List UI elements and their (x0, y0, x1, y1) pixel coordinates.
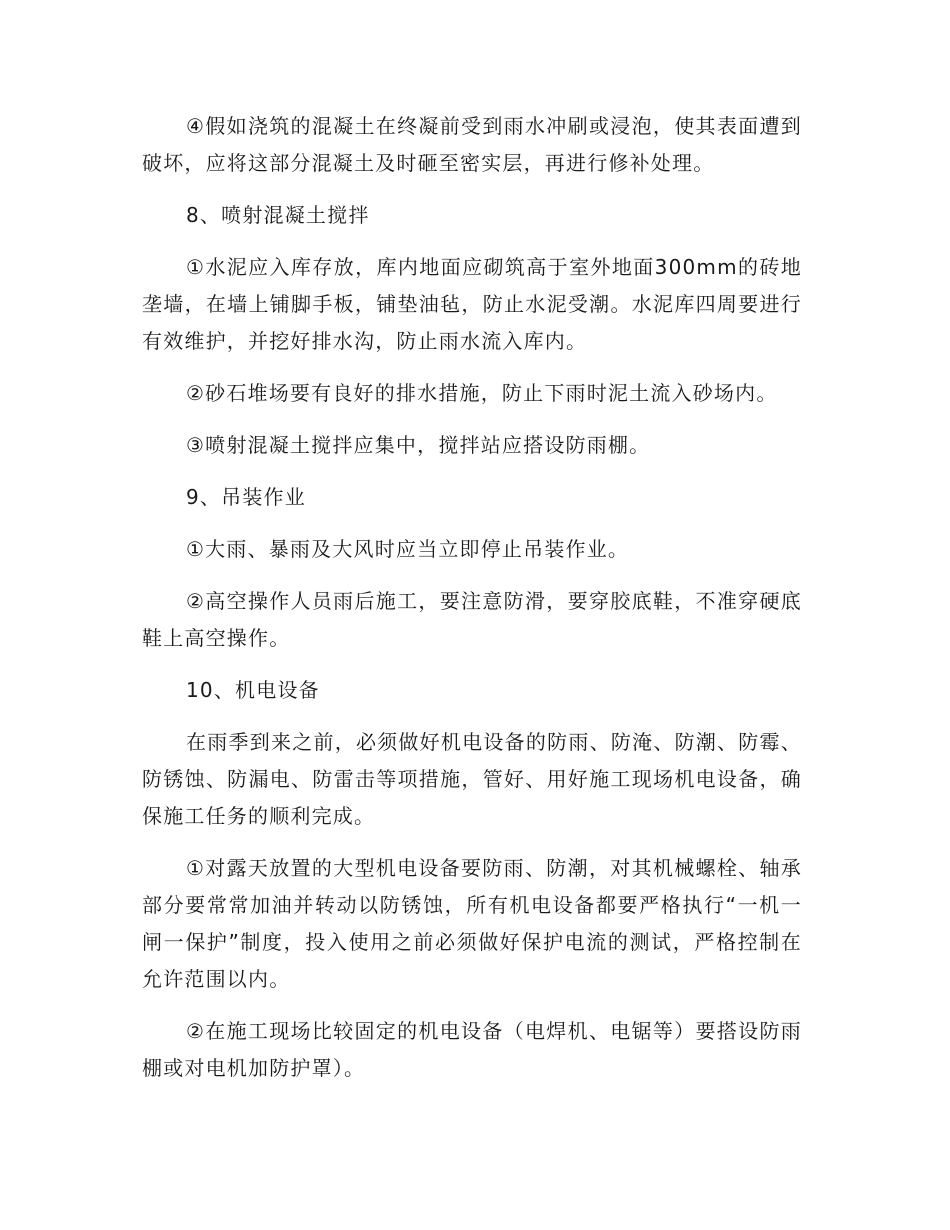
paragraph-fixed-equipment-shed: ②在施工现场比较固定的机电设备（电焊机、电锯等）要搭设防雨棚或对电机加防护罩）。 (142, 1019, 802, 1080)
document-body (142, 108, 802, 1087)
section-heading-lifting-operations: 9、吊装作业 (186, 485, 306, 509)
paragraph-high-altitude-safety: ②高空操作人员雨后施工，要注意防滑，要穿胶底鞋，不准穿硬底鞋上高空操作。 (142, 589, 802, 650)
paragraph-concrete-rain-repair: ④假如浇筑的混凝土在终凝前受到雨水冲刷或浸泡，使其表面遭到破坏，应将这部分混凝土及时砸至密实层，再进行修补处理。 (142, 114, 802, 175)
paragraph-stop-lifting: ①大雨、暴雨及大风时应当立即停止吊装作业。 (186, 537, 630, 561)
section-heading-shotcrete-mixing: 8、喷射混凝土搅拌 (186, 203, 370, 227)
paragraph-rainy-season-intro: 在雨季到来之前，必须做好机电设备的防雨、防淹、防潮、防霉、防锈蚀、防漏电、防雷击等项措施，管好、用好施工现场机电设备，确保施工任务的顺利完成。 (142, 730, 802, 828)
paragraph-cement-storage: ①水泥应入库存放，库内地面应砌筑高于室外地面300mm的砖地垄墙，在墙上铺脚手板，铺垫油毡，防止水泥受潮。水泥库四周要进行有效维护，并挖好排水沟，防止雨水流入库内。 (142, 255, 802, 353)
paragraph-outdoor-equipment: ①对露天放置的大型机电设备要防雨、防潮，对其机械螺栓、轴承部分要常常加油并转动以防锈蚀，所有机电设备都要严格执行“一机一闸一保护”制度，投入使用之前必须做好保护电流的测试，严格控制在允许范围以内。 (142, 856, 802, 991)
paragraph-mixing-station-shed: ③喷射混凝土搅拌应集中，搅拌站应搭设防雨棚。 (186, 433, 651, 457)
section-heading-electromechanical: 10、机电设备 (186, 678, 320, 702)
paragraph-sand-gravel-drainage: ②砂石堆场要有良好的排水措施，防止下雨时泥土流入砂场内。 (186, 381, 778, 405)
